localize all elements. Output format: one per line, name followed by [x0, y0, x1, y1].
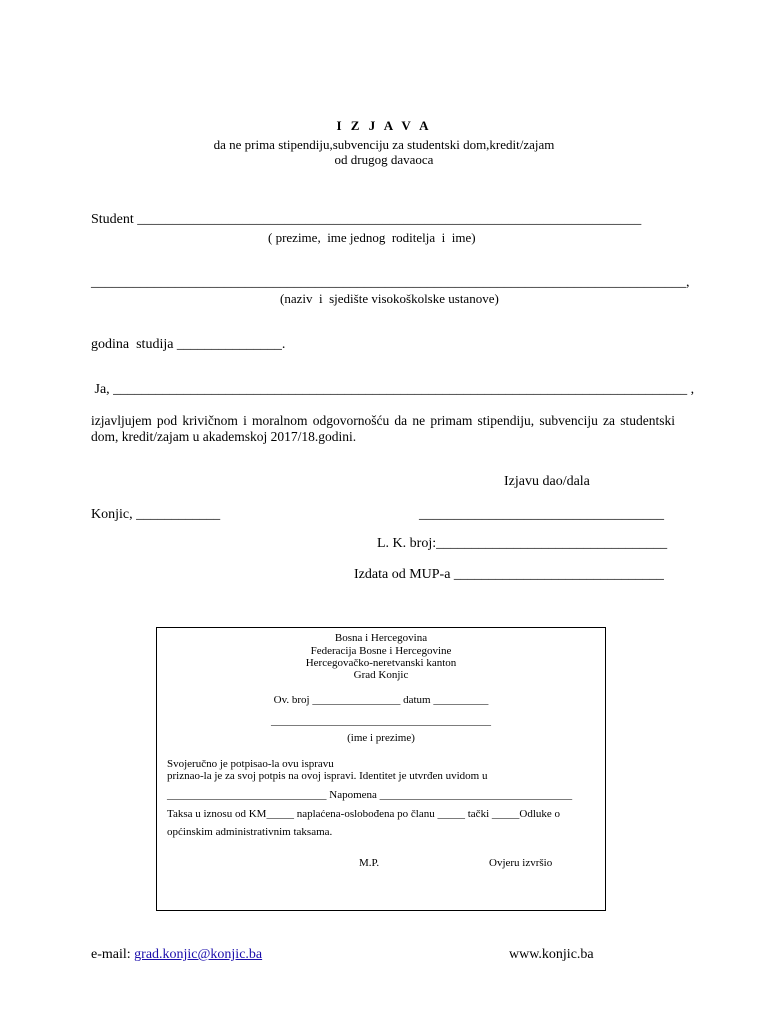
student-field-hint: ( prezime, ime jednog roditelja i ime) [268, 230, 476, 245]
institution-field: _____________________________________________________________________________________, [91, 275, 690, 290]
verification-number-date-field: Ov. broj ________________ datum __________ [273, 694, 489, 706]
document-subtitle-line-1: da ne prima stipendiju,subvenciju za studentski dom,kredit/zajam [213, 137, 555, 152]
footer-website: www.konjic.ba [509, 947, 594, 962]
verified-by-label: Ovjeru izvršio [489, 857, 553, 869]
verification-city: Grad Konjic [353, 669, 409, 681]
student-field: Student ________________________________________________________________________ [91, 212, 642, 227]
verification-name-hint: (ime i prezime) [347, 732, 415, 744]
stamp-label: M.P. [359, 857, 380, 869]
verification-tax-text-2: općinskim administrativnim taksama. [167, 826, 333, 838]
document-title: I Z J A V A [336, 118, 432, 133]
document-subtitle-line-2: od drugog davaoca [334, 152, 434, 167]
verification-federation: Federacija Bosne i Hercegovine [310, 645, 452, 657]
footer-email [91, 947, 262, 963]
verification-note-field: _____________________________ Napomena ___________________________________ [167, 789, 573, 801]
verification-name-field: ________________________________________ [271, 715, 491, 727]
id-card-field: L. K. broj:_________________________________ [377, 536, 668, 551]
email-link[interactable]: grad.konjic@konjic.ba [134, 947, 263, 962]
verification-signed-text-1: Svojeručno je potpisao-la ovu ispravu [167, 758, 334, 770]
verification-box [156, 627, 606, 911]
signature-field: ___________________________________ [419, 507, 664, 522]
verification-tax-text-1: Taksa u iznosu od KM_____ naplaćena-oslobođena po članu _____ tački _____Odluke o [167, 808, 561, 820]
email-label: e-mail: [91, 947, 135, 962]
place-date-field: Konjic, ____________ [91, 507, 221, 522]
declaration-statement: izjavljujem pod krivičnom i moralnom odgovornošću da ne primam stipendiju, subvenciju za studentski dom, kredit/zajam u akademskoj 2017/18.godini. [91, 413, 675, 444]
institution-field-hint: (naziv i sjedište visokoškolske ustanove) [280, 291, 499, 306]
verification-country: Bosna i Hercegovina [334, 632, 428, 644]
verification-signed-text-2: priznao-la je za svoj potpis na ovoj ispravi. Identitet je utvrđen uvidom u [167, 770, 488, 782]
study-year-field: godina studija _______________. [91, 337, 286, 352]
issued-by-field: Izdata od MUP-a ______________________________ [354, 567, 664, 582]
ja-name-field: Ja, __________________________________________________________________________________ , [91, 382, 695, 397]
verification-canton: Hercegovačko-neretvanski kanton [305, 657, 457, 669]
declarant-label: Izjavu dao/dala [504, 474, 590, 489]
